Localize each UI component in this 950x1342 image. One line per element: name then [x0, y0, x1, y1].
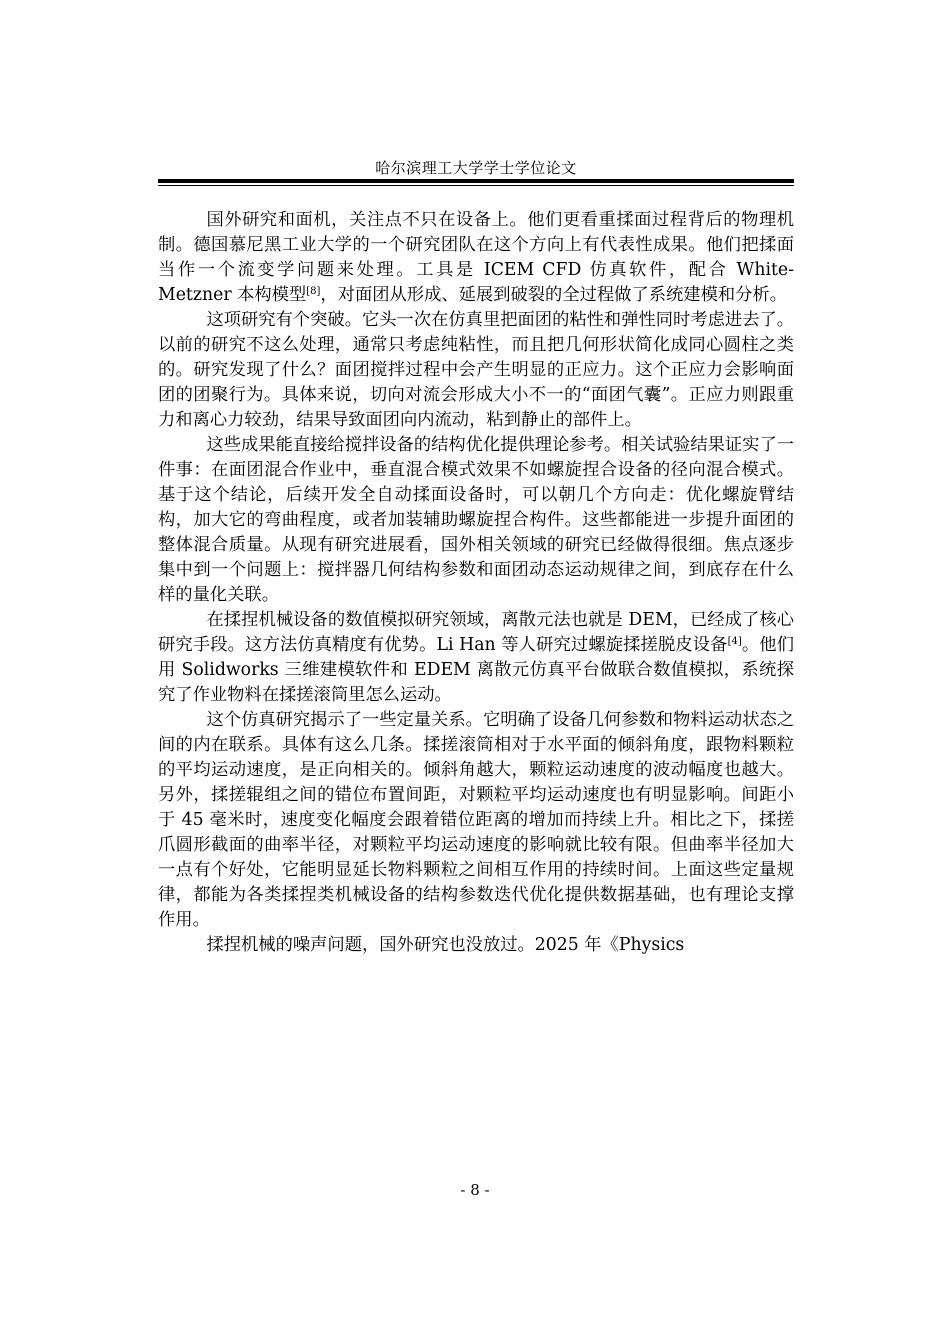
paragraph-3: 这些成果能直接给搅拌设备的结构优化提供理论参考。相关试验结果证实了一件事：在面团混合作业中，垂直混合模式效果不如螺旋捏合设备的径向混合模式。基于这个结论，后续开发全自动揉面设备时，可以朝几个方向走：优化螺旋臂结构，加大它的弯曲程度，或者加装辅助螺旋捏合构件。这些都能进一步提升面团的整体混合质量。从现有研究进展看，国外相关领域的研究已经做得很细。焦点逐步集中到一个问题上：搅拌器几何结构参数和面团动态运动规律之间，到底存在什么样的量化关联。 [158, 435, 795, 605]
paragraph-6: 揉捏机械的噪声问题，国外研究也没放过。2025 年《Physics [206, 935, 685, 955]
citation-4: [4] [727, 636, 742, 647]
paragraph-2: 这项研究有个突破。它头一次在仿真里把面团的粘性和弹性同时考虑进去了。以前的研究不这么处理，通常只考虑纯粘性，而且把几何形状简化成同心圆柱之类的。研究发现了什么？面团搅拌过程中会产生明显的正应力。这个正应力会影响面团的团聚行为。具体来说，切向对流会形成大小不一的“面团气囊”。正应力则跟重力和离心力较劲，结果导致面团向内流动，粘到静止的部件上。 [158, 310, 795, 430]
header-rule-thick [158, 179, 794, 183]
header-rule-thin [158, 185, 794, 186]
citation-8: [8] [306, 286, 321, 297]
running-header: 哈尔滨理工大学学士学位论文 [375, 159, 577, 177]
page-number: - 8 - [460, 1181, 490, 1199]
paragraph-4: 在揉捏机械设备的数值模拟研究领域，离散元法也就是 DEM，已经成了核心研究手段。这方法仿真精度有优势。Li Han 等人研究过螺旋揉搓脱皮设备[4]。他们用 Solidworks 三维建模软件和 EDEM 离散元仿真平台做联合数值模拟，系统探究了作业物料在揉搓滚筒里怎么运动。 [158, 610, 794, 705]
paragraph-5: 这个仿真研究揭示了一些定量关系。它明确了设备几何参数和物料运动状态之间的内在联系。具体有这么几条。揉搓滚筒相对于水平面的倾斜角度，跟物料颗粒的平均运动速度，是正向相关的。倾斜角越大，颗粒运动速度的波动幅度也越大。另外，揉搓辊组之间的错位布置间距，对颗粒平均运动速度也有明显影响。间距小于 45 毫米时，速度变化幅度会跟着错位距离的增加而持续上升。相比之下，揉搓爪圆形截面的曲率半径，对颗粒平均运动速度的影响就比较有限。但曲率半径加大一点有个好处，它能明显延长物料颗粒之间相互作用的持续时间。上面这些定量规律，都能为各类揉捏类机械设备的结构参数迭代优化提供数据基础，也有理论支撑作用。 [158, 710, 795, 930]
paragraph-1: 国外研究和面机，关注点不只在设备上。他们更看重揉面过程背后的物理机制。德国慕尼黑工业大学的一个研究团队在这个方向上有代表性成果。他们把揉面当作一个流变学问题来处理。工具是 ICEM CFD 仿真软件，配合 White-Metzner 本构模型[8]，对面团从形成、延展到破裂的全过程做了系统建模和分析。 [158, 210, 794, 305]
body-text [158, 208, 794, 958]
